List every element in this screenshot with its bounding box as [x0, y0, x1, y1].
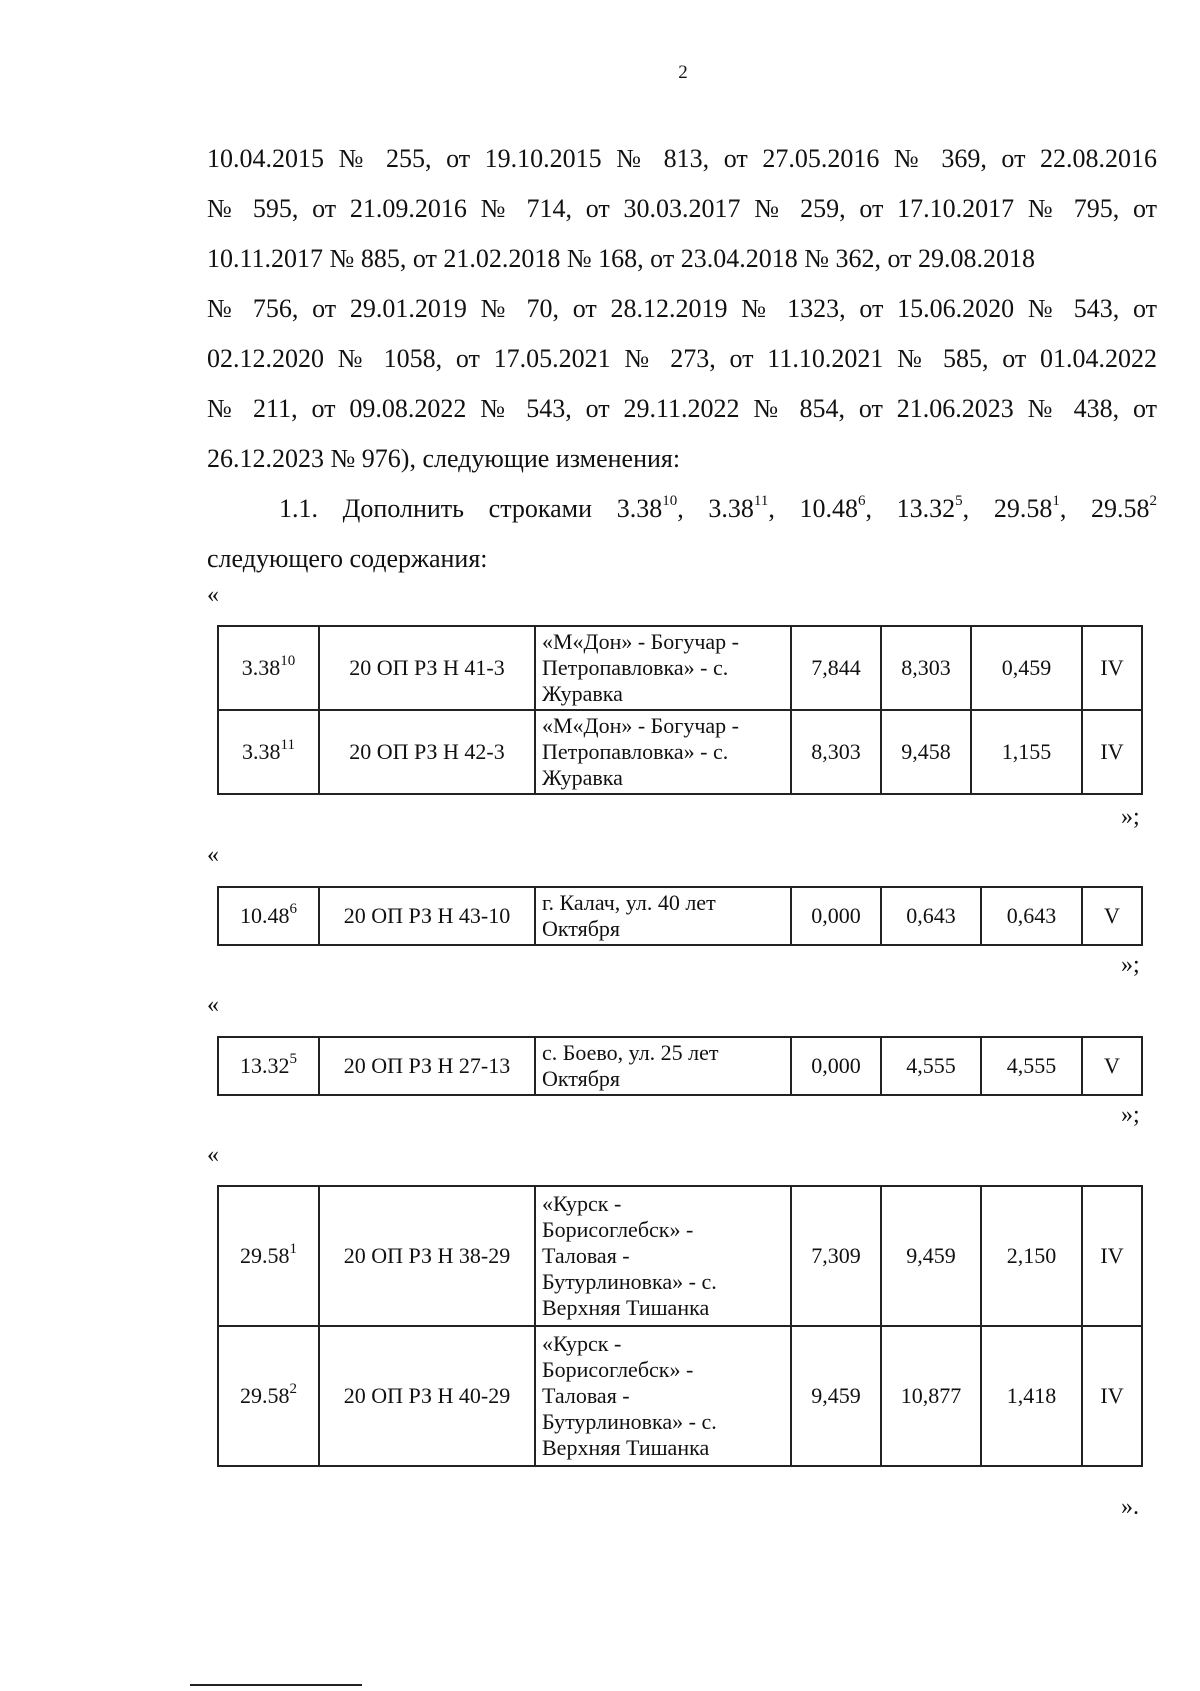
close-quote: »;: [1121, 1102, 1140, 1128]
row-number: 29.58$^1$: [218, 1186, 319, 1326]
rows-table: [217, 886, 1143, 946]
close-quote: »;: [1121, 804, 1140, 830]
length: 0,459: [971, 626, 1082, 710]
close-quote: ».: [1121, 1494, 1139, 1520]
row-number: 3.38$^{11}$: [218, 710, 319, 794]
open-quote: «: [207, 1142, 219, 1168]
length: 1,418: [981, 1326, 1082, 1466]
rows-table: [217, 1036, 1143, 1096]
intro-line: 02.12.2020 № 1058, от 17.05.2021 № 273, от 11.10.2021 № 585, от 01.04.2022: [207, 344, 1157, 373]
rows-table: [217, 1185, 1143, 1467]
road-name: «М«Дон» - Богучар - Петропавловка» - с. Журавка: [535, 626, 791, 710]
road-code: 20 ОП РЗ Н 27-13: [319, 1037, 535, 1095]
row-number: 3.38$^{10}$: [218, 626, 319, 710]
item-ref: 10.48$^6$,: [799, 493, 872, 523]
km-start: 0,000: [791, 887, 881, 945]
road-name: с. Боево, ул. 25 лет Октября: [535, 1037, 791, 1095]
length: 0,643: [981, 887, 1082, 945]
intro-line: № 595, от 21.09.2016 № 714, от 30.03.2017 № 259, от 17.10.2017 № 795, от: [207, 194, 1157, 223]
length: 1,155: [971, 710, 1082, 794]
item-ref: 13.32$^5$,: [896, 493, 970, 523]
item-ref: 29.58$^2$: [1091, 493, 1158, 523]
item-ref: 3.38$^{11}$,: [708, 493, 775, 523]
km-end: 8,303: [881, 626, 971, 710]
road-name: «Курск - Борисоглебск» - Таловая - Бутурлиновка» - с. Верхняя Тишанка: [535, 1186, 791, 1326]
open-quote: «: [207, 992, 219, 1018]
km-start: 7,844: [791, 626, 881, 710]
item-ref: 29.58$^1$,: [993, 493, 1067, 523]
km-start: 8,303: [791, 710, 881, 794]
km-end: 9,459: [881, 1186, 981, 1326]
category: IV: [1082, 1326, 1142, 1466]
length: 2,150: [981, 1186, 1082, 1326]
intro-line: 10.11.2017 № 885, от 21.02.2018 № 168, от 23.04.2018 № 362, от 29.08.2018: [207, 244, 1036, 273]
table-row: [218, 887, 1142, 945]
road-code: 20 ОП РЗ Н 41-3: [319, 626, 535, 710]
table-row: [218, 626, 1142, 710]
intro-line: 26.12.2023 № 976), следующие изменения:: [207, 444, 681, 473]
road-code: 20 ОП РЗ Н 40-29: [319, 1326, 535, 1466]
road-name: «М«Дон» - Богучар - Петропавловка» - с. Журавка: [535, 710, 791, 794]
category: IV: [1082, 710, 1142, 794]
length: 4,555: [981, 1037, 1082, 1095]
km-end: 10,877: [881, 1326, 981, 1466]
table-row: [218, 710, 1142, 794]
km-end: 9,458: [881, 710, 971, 794]
road-name: «Курск - Борисоглебск» - Таловая - Бутурлиновка» - с. Верхняя Тишанка: [535, 1326, 791, 1466]
item-1-1: [207, 484, 1157, 584]
close-quote: »;: [1121, 952, 1140, 978]
item-1-1-continuation: следующего содержания:: [207, 544, 488, 573]
category: V: [1082, 1037, 1142, 1095]
category: IV: [1082, 1186, 1142, 1326]
item-1-1-line: [207, 484, 1157, 534]
road-name: г. Калач, ул. 40 лет Октября: [535, 887, 791, 945]
row-number: 29.58$^2$: [218, 1326, 319, 1466]
intro-paragraph: [207, 134, 1157, 484]
road-code: 20 ОП РЗ Н 42-3: [319, 710, 535, 794]
page-number: 2: [678, 62, 688, 83]
open-quote: «: [207, 842, 219, 868]
intro-line: № 211, от 09.08.2022 № 543, от 29.11.2022 № 854, от 21.06.2023 № 438, от: [207, 394, 1157, 423]
km-start: 0,000: [791, 1037, 881, 1095]
row-number: 10.48$^6$: [218, 887, 319, 945]
category: V: [1082, 887, 1142, 945]
table-row: [218, 1326, 1142, 1466]
open-quote: «: [207, 582, 219, 608]
category: IV: [1082, 626, 1142, 710]
road-code: 20 ОП РЗ Н 43-10: [319, 887, 535, 945]
km-start: 9,459: [791, 1326, 881, 1466]
road-code: 20 ОП РЗ Н 38-29: [319, 1186, 535, 1326]
footer-rule: [190, 1684, 362, 1686]
intro-line: № 756, от 29.01.2019 № 70, от 28.12.2019 № 1323, от 15.06.2020 № 543, от: [207, 294, 1157, 323]
km-start: 7,309: [791, 1186, 881, 1326]
intro-line: 10.04.2015 № 255, от 19.10.2015 № 813, от 27.05.2016 № 369, от 22.08.2016: [207, 144, 1157, 173]
row-number: 13.32$^5$: [218, 1037, 319, 1095]
table-row: [218, 1186, 1142, 1326]
table-row: [218, 1037, 1142, 1095]
item-prefix: 1.1. Дополнить строками: [279, 494, 593, 523]
rows-table: [217, 625, 1143, 795]
km-end: 0,643: [881, 887, 981, 945]
item-ref: 3.38$^{10}$,: [616, 493, 684, 523]
km-end: 4,555: [881, 1037, 981, 1095]
